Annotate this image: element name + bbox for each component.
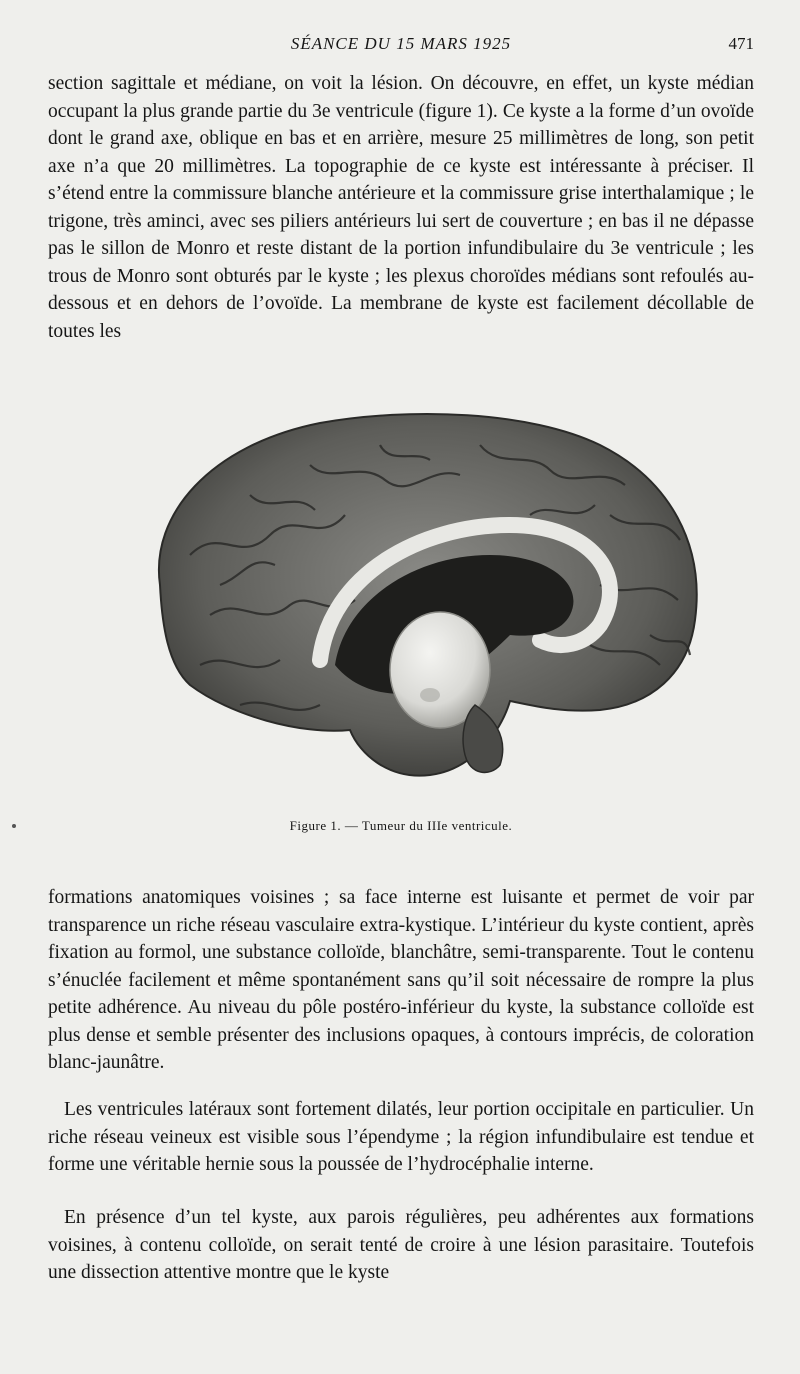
page-header <box>48 34 754 60</box>
paragraph-2: formations anatomiques voisines ; sa face interne est luisante et permet de voir par transparence un riche réseau vasculaire extra-kystique. L’intérieur du kyste contient, après fixation au formol, une substance colloïde, blanchâtre, semi-transparente. Tout le contenu s’énuclée facilement et même spontanément sans qu’il soit nécessaire de rompre la plus petite adhérence. Au niveau du pôle postéro-inférieur du kyste, la substance colloïde est plus dense et semble présenter des inclusions opaques, à contours imprécis, de coloration blanc-jaunâtre. <box>48 887 754 1073</box>
running-head: SÉANCE DU 15 MARS 1925 <box>290 34 512 53</box>
brain-section-illustration <box>130 405 710 800</box>
cyst-inclusion <box>420 688 440 702</box>
paragraph-4: En présence d’un tel kyste, aux parois régulières, peu adhérentes aux formations voisines, à contenu colloïde, on serait tenté de croire à une lésion parasitaire. Toutefois une dissection attentive montre que le kyste <box>48 1207 754 1283</box>
paragraph-1: section sagittale et médiane, on voit la lésion. On découvre, en effet, un kyste médian occupant la plus grande partie du 3e ventricule (figure 1). Ce kyste a la forme d’un ovoïde dont le grand axe, oblique en bas et en arrière, mesure 25 millimètres de long, son petit axe n’a que 20 millimètres. La topographie de ce kyste est intéressante à préciser. Il s’étend entre la commissure blanche antérieure et la commissure grise interthalamique ; le trigone, très aminci, avec ses piliers antérieurs lui sert de couverture ; en bas il ne dépasse pas le sillon de Monro et reste distant de la portion infundibulaire du 3e ventricule ; les trous de Monro sont obturés par le kyste ; les plexus choroïdes médians sont refoulés au-dessous et en dehors de l’ovoïde. La membrane de kyste est facilement décollable de toutes les <box>48 73 754 342</box>
brain-figure <box>130 405 710 800</box>
margin-mark <box>12 824 16 828</box>
page-number: 471 <box>728 34 754 53</box>
paragraph-3: Les ventricules latéraux sont fortement dilatés, leur portion occipitale en particulier. Un riche réseau veineux est visible sous l’épendyme ; la région infundibulaire est tendue et forme une véritable hernie sous la poussée de l’hydrocéphalie interne. <box>48 1099 754 1175</box>
figure-caption: Figure 1. — Tumeur du IIIe ventricule. <box>289 818 513 833</box>
